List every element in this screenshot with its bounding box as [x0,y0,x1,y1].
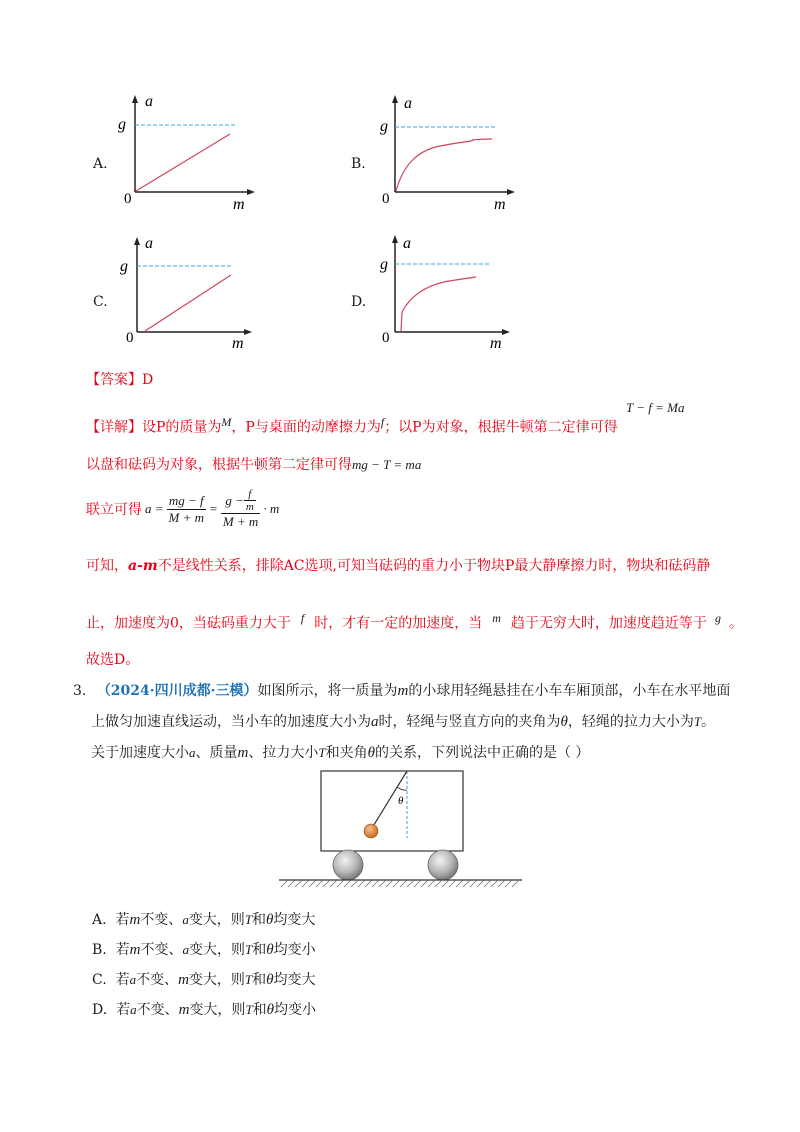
q3-option-b[interactable] [92,940,316,960]
option-text: 不变、 [140,912,183,928]
eq3-inner-frac [244,488,256,513]
option-text: 若 [115,942,130,958]
graph-a-y-arrow [132,95,138,103]
graph-d-curve [401,277,476,331]
var: m [129,912,141,928]
answer-value: D [142,372,154,388]
option-b-label: B. [351,156,366,172]
detail-line-5 [86,608,743,634]
q3-line-3 [91,743,589,763]
var-m: m [397,683,409,699]
option-text: 变大，则 [188,912,245,928]
var: θ [266,1002,275,1018]
detail-line-6: 故选D。 [86,652,140,668]
left-wheel [333,850,363,880]
q3-text: 、拉力大小 [248,745,319,761]
graph-b-origin: 0 [382,191,390,207]
option-text: 和 [252,912,267,928]
cart-body [321,771,463,851]
detail-line-4 [86,556,710,576]
var: T [245,942,253,957]
option-text: 若 [115,912,130,928]
graph-d-g-label: g [380,256,388,273]
var-T: T [318,745,326,760]
var: m [178,972,189,988]
q3-text: 的关系，下列说法中正确的是（ ） [374,745,590,761]
eq3-fraction-1 [167,493,207,526]
graph-c-origin: 0 [126,330,134,346]
eq3-inner-num: f [244,488,256,501]
answer-line [86,370,153,390]
graph-b [370,92,530,212]
eq3-inner-den: m [245,501,254,513]
q3-text: 时，轻绳与竖直方向的夹角为 [378,714,561,730]
graph-a-origin: 0 [124,191,132,207]
eq3-num2 [221,488,261,514]
graph-c-curve [145,275,231,331]
eq3-equals: = [209,501,218,516]
option-text: 若 [116,1002,131,1018]
q3-line-2 [91,712,715,732]
option-text: 变大，则 [188,972,245,988]
graph-c [112,234,272,354]
q3-line-1 [73,681,730,701]
ground-hatching [281,880,519,887]
eq3-num2-g: g − [225,492,244,508]
answer-tag: 【答案】 [86,372,142,388]
equation-2: mg − T = ma [352,457,422,472]
option-text: 不变、 [136,1002,179,1018]
var-theta: θ [560,714,568,730]
var: T [244,912,253,927]
detail-line-1 [86,412,618,438]
var-f: f [300,611,305,625]
var-a: a [189,745,196,760]
var-f: f [380,415,385,429]
a-m-term: a-m [128,558,158,574]
detail-text: 以盘和砝码为对象，根据牛顿第二定律可得 [86,457,352,473]
graph-d-x-label: m [490,335,502,352]
option-text: 变大，则 [189,1002,246,1018]
q3-text: 的小球用轻绳悬挂在小车车厢顶部，小车在水平地面 [408,683,731,699]
q3-text: 如图所示，将一质量为 [257,683,398,699]
option-text: 不变、 [140,942,183,958]
graph-a-y-label: a [145,93,153,110]
graph-b-curve [396,139,492,191]
var-theta: θ [367,745,375,761]
q3-source: （2024·四川成都·三模） [96,683,258,699]
option-text: 和 [252,972,267,988]
detail-line-2 [86,455,421,475]
graph-c-g-label: g [120,258,128,275]
graph-a-curve [136,134,230,191]
var: θ [266,912,274,928]
var: T [244,972,253,987]
q3-option-d[interactable] [92,1000,316,1020]
option-label: B. [92,942,107,958]
option-text: 若 [115,972,130,988]
detail-text: 设P的质量为 [142,419,222,436]
q3-text: ，轻绳的拉力大小为 [567,714,694,730]
var: a [182,912,189,927]
ball [364,824,378,838]
q3-text: 上做匀加速直线运动，当小车的加速度大小为 [91,714,371,730]
equation-1: T − f = Ma [626,400,685,415]
var-g: g [714,611,721,625]
option-text: 和 [252,1002,267,1018]
option-text: 变大，则 [189,942,245,958]
eq3-den2: M + m [222,514,259,529]
q3-option-a[interactable] [92,910,315,930]
option-text: 均变大 [273,972,316,988]
graph-b-y-label: a [404,95,412,112]
eq3-den: M + m [168,509,205,525]
graph-a [110,92,270,212]
graph-c-x-label: m [232,335,244,352]
graph-d-origin: 0 [382,330,390,346]
detail-text: 联立可得 [86,502,142,518]
detail-line-3 [86,488,279,530]
var: T [245,1002,253,1017]
graph-d [370,232,530,352]
var: m [129,942,141,958]
var: a [129,972,137,987]
graph-a-g-label: g [118,116,126,133]
q3-text: 关于加速度大小 [91,745,189,761]
q3-text: 、质量 [195,745,238,761]
option-a-label: A. [93,156,108,172]
var: m [178,1002,190,1018]
detail-text: 时，才有一定的加速度，当 [314,615,483,632]
option-text: 和 [252,942,267,958]
cart-figure [276,768,526,892]
detail-text: 不是线性关系，排除AC选项,可知当砝码的重力小于物块P最大静摩擦力时，物块和砝码静 [157,558,711,574]
var: a [130,1002,137,1017]
eq3-lhs: a = [145,501,164,516]
q3-text: 和夹角 [325,745,368,761]
eq3-num: mg − f [167,493,207,510]
detail-text: ，P与桌面的动摩擦力为 [231,419,381,436]
graph-d-y-label: a [403,235,411,252]
option-text: 均变小 [273,942,316,958]
option-c-label: C. [93,294,108,310]
var-a: a [371,714,379,730]
option-text: 均变大 [273,912,316,928]
graph-a-x-arrow [247,189,255,195]
option-d-label: D. [351,294,367,310]
graph-b-g-label: g [380,118,388,135]
var-m: m [492,611,501,625]
var-T: T [693,714,702,729]
var-m: m [237,745,249,761]
option-text: 均变小 [274,1002,317,1018]
var: a [182,942,189,957]
graph-c-y-label: a [145,235,153,252]
q3-number: 3. [73,683,87,699]
detail-tag: 【详解】 [86,419,142,436]
graph-a-x-label: m [233,196,245,212]
q3-option-c[interactable] [92,970,316,990]
eq3-tail: · m [263,501,280,516]
right-wheel [428,850,458,880]
option-label: C. [92,972,107,988]
var: θ [266,942,274,958]
q3-text: 。 [701,714,716,730]
figure-theta-label: θ [398,795,404,807]
option-text: 不变、 [136,972,179,988]
detail-text: 可知， [86,558,128,574]
detail-text: ；以P为对象，根据牛顿第二定律可得 [384,419,618,436]
detail-text: 止，加速度为0，当砝码重力大于 [86,615,291,632]
var: θ [266,972,274,988]
option-label: D. [92,1002,108,1018]
graph-b-x-label: m [494,196,506,212]
option-label: A. [92,912,107,928]
eq3-fraction-2 [221,488,261,530]
detail-text: 趋于无穷大时，加速度趋近等于 [510,615,707,632]
detail-text: 。 [728,615,743,632]
var-M: M [221,415,232,429]
